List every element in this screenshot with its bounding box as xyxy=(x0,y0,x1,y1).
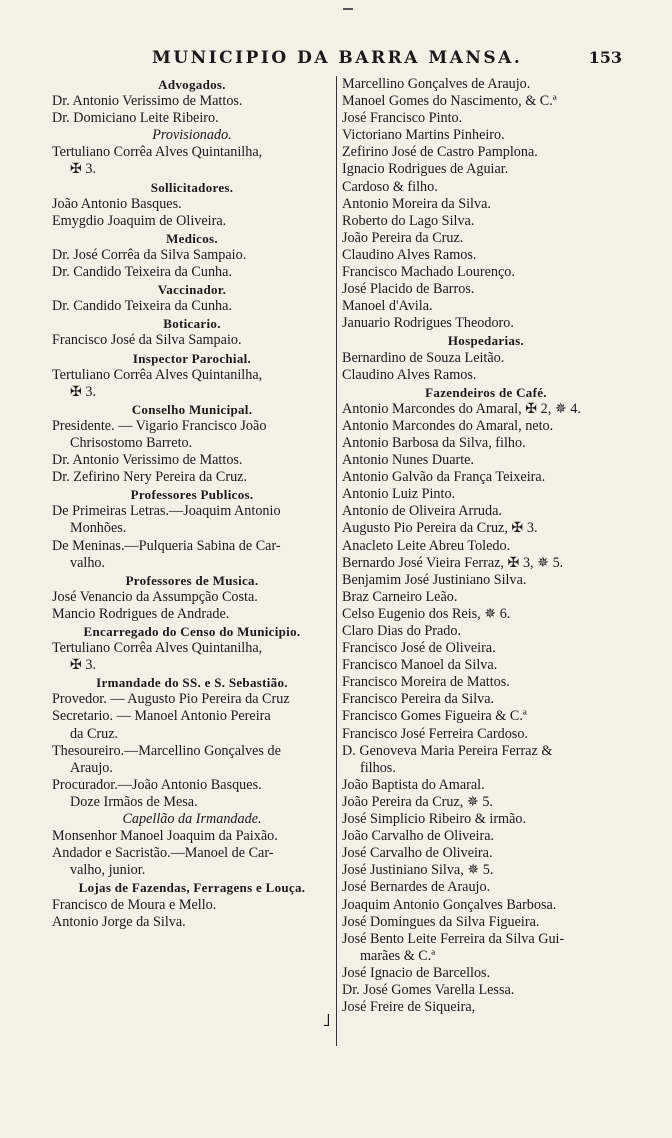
directory-entry: José Ignacio de Barcellos. xyxy=(342,964,491,981)
directory-entry: Antonio Galvão da França Teixeira. xyxy=(342,469,546,486)
section-heading: Lojas de Fazendas, Ferragens e Louça. xyxy=(78,880,306,896)
directory-entry: Mancio Rodrigues de Andrade. xyxy=(52,605,230,622)
entry-continuation: da Cruz. xyxy=(70,725,119,742)
directory-entry: Antonio de Oliveira Arruda. xyxy=(342,503,502,520)
directory-entry: Zefirino José de Castro Pamplona. xyxy=(342,144,538,161)
directory-entry: João Antonio Basques. xyxy=(52,195,182,212)
margin-mark: ˩ xyxy=(322,1010,331,1031)
directory-entry: João Pereira da Cruz. xyxy=(342,229,464,246)
section-heading: Advogados. xyxy=(158,77,226,92)
directory-entry: Dr. Antonio Verissimo de Mattos. xyxy=(52,93,243,110)
directory-entry: José Bernardes de Araujo. xyxy=(342,879,491,896)
directory-entry: Antonio Moreira da Silva. xyxy=(342,195,491,212)
directory-entry: Augusto Pio Pereira da Cruz, ✠ 3. xyxy=(342,520,538,537)
page-header xyxy=(40,48,630,72)
top-mark xyxy=(343,8,353,10)
directory-entry: Cardoso & filho. xyxy=(342,178,438,195)
directory-entry: Braz Carneiro Leão. xyxy=(342,588,458,605)
section-heading: Vaccinador. xyxy=(157,282,227,298)
directory-entry: Francisco Machado Lourenço. xyxy=(342,264,515,281)
entry-continuation: filhos. xyxy=(360,759,396,776)
directory-entry: Francisco Pereira da Silva. xyxy=(342,691,495,708)
directory-entry: José Freire de Siqueira, xyxy=(342,999,476,1016)
column-divider xyxy=(336,76,337,1046)
directory-entry: Dr. Zefirino Nery Pereira da Cruz. xyxy=(52,469,248,486)
entry-continuation: Monhões. xyxy=(70,520,127,537)
directory-entry: João Baptista do Amaral. xyxy=(342,776,485,793)
directory-entry: José Carvalho de Oliveira. xyxy=(342,845,493,862)
directory-entry: Francisco José de Oliveira. xyxy=(342,640,496,657)
directory-entry: José Venancio da Assumpção Costa. xyxy=(52,588,258,605)
directory-entry: Francisco Gomes Figueira & C.ª xyxy=(342,708,527,725)
directory-entry: Francisco de Moura e Mello. xyxy=(52,896,217,913)
directory-entry: Dr. José Corrêa da Silva Sampaio. xyxy=(52,246,247,263)
directory-entry: Dr. José Gomes Varella Lessa. xyxy=(342,981,515,998)
directory-entry: Tertuliano Corrêa Alves Quintanilha, xyxy=(52,144,263,161)
directory-entry: Claudino Alves Ramos. xyxy=(342,366,477,383)
directory-entry: Francisco Manoel da Silva. xyxy=(342,657,498,674)
directory-entry: Monsenhor Manoel Joaquim da Paixão. xyxy=(52,828,278,845)
section-heading: Professores Publicos. xyxy=(130,487,254,503)
directory-entry: Antonio Jorge da Silva. xyxy=(52,913,186,930)
directory-entry: Claro Dias do Prado. xyxy=(342,623,462,639)
directory-entry: Claudino Alves Ramos. xyxy=(342,246,477,263)
page-number: 153 xyxy=(588,48,622,67)
section-heading: Encarregado do Censo do Municipio. xyxy=(83,624,301,639)
directory-entry: Thesoureiro.—Marcellino Gonçalves de xyxy=(52,742,281,759)
entry-continuation: Doze Irmãos de Mesa. xyxy=(70,793,198,810)
directory-entry: Dr. Candido Teixeira da Cunha. xyxy=(52,264,232,281)
directory-entry: Januario Rodrigues Theodoro. xyxy=(342,315,514,332)
directory-entry: Dr. Candido Teixeira da Cunha. xyxy=(52,298,232,315)
section-heading: Medicos. xyxy=(166,230,218,246)
section-heading: Irmandade do SS. e S. Sebastião. xyxy=(96,675,288,691)
directory-entry: Celso Eugenio dos Reis, ✵ 6. xyxy=(342,605,511,622)
entry-continuation: marães & C.ª xyxy=(360,947,436,964)
directory-entry: Marcellino Gonçalves de Araujo. xyxy=(342,76,531,92)
directory-entry: Tertuliano Corrêa Alves Quintanilha, xyxy=(52,366,263,383)
entry-continuation: Araujo. xyxy=(70,759,113,776)
directory-entry: Antonio Luiz Pinto. xyxy=(342,486,456,503)
directory-entry: Emygdio Joaquim de Oliveira. xyxy=(52,212,227,229)
directory-entry: Antonio Barbosa da Silva, filho. xyxy=(342,434,526,451)
entry-continuation: ✠ 3. xyxy=(70,161,97,178)
directory-entry: Anacleto Leite Abreu Toledo. xyxy=(342,537,511,554)
directory-entry: Provedor. — Augusto Pio Pereira da Cruz xyxy=(52,691,290,708)
directory-entry: Bernardino de Souza Leitão. xyxy=(342,349,505,366)
directory-entry: Bernardo José Vieira Ferraz, ✠ 3, ✵ 5. xyxy=(342,554,564,571)
directory-entry: Andador e Sacristão.—Manoel de Car- xyxy=(52,845,274,862)
directory-entry: José Domingues da Silva Figueira. xyxy=(342,913,540,930)
page-title: MUNICIPIO DA BARRA MANSA. xyxy=(152,48,523,68)
subheading: Provisionado. xyxy=(152,127,232,144)
entry-continuation: Chrisostomo Barreto. xyxy=(70,434,193,451)
directory-entry: João Carvalho de Oliveira. xyxy=(342,828,495,845)
directory-entry: Dr. Antonio Verissimo de Mattos. xyxy=(52,452,243,469)
section-heading: Professores de Musica. xyxy=(125,572,259,588)
directory-entry: João Pereira da Cruz, ✵ 5. xyxy=(342,793,493,810)
directory-entry: Francisco Moreira de Mattos. xyxy=(342,674,510,691)
directory-entry: De Primeiras Letras.—Joaquim Antonio xyxy=(52,503,281,520)
directory-entry: José Placido de Barros. xyxy=(342,281,475,298)
directory-entry: Roberto do Lago Silva. xyxy=(342,212,475,229)
section-heading: Boticario. xyxy=(163,316,221,332)
section-heading: Fazendeiros de Café. xyxy=(425,384,547,400)
section-heading: Inspector Parochial. xyxy=(132,350,252,366)
directory-entry: Manoel d'Avila. xyxy=(342,298,433,315)
entry-continuation: ✠ 3. xyxy=(70,383,97,400)
left-column xyxy=(52,76,332,931)
subheading: Capellão da Irmandade. xyxy=(122,811,262,828)
directory-entry: Benjamim José Justiniano Silva. xyxy=(342,571,527,588)
directory-entry: Antonio Marcondes do Amaral, ✠ 2, ✵ 4. xyxy=(342,400,581,417)
directory-entry: Manoel Gomes do Nascimento, & C.ª xyxy=(342,93,557,110)
directory-entry: Francisco José da Silva Sampaio. xyxy=(52,332,242,349)
entry-continuation: ✠ 3. xyxy=(70,657,97,674)
directory-entry: Procurador.—João Antonio Basques. xyxy=(52,776,262,793)
directory-entry: Dr. Domiciano Leite Ribeiro. xyxy=(52,110,219,127)
section-heading: Conselho Municipal. xyxy=(131,401,253,417)
directory-entry: Presidente. — Vigario Francisco João xyxy=(52,417,267,434)
directory-entry: De Meninas.—Pulqueria Sabina de Car- xyxy=(52,537,281,554)
directory-entry: Ignacio Rodrigues de Aguiar. xyxy=(342,161,509,178)
directory-entry: José Bento Leite Ferreira da Silva Gui- xyxy=(342,930,565,947)
directory-entry: José Francisco Pinto. xyxy=(342,110,463,127)
entry-continuation: valho, junior. xyxy=(70,862,146,879)
section-heading: Hospedarias. xyxy=(447,333,525,349)
directory-entry: Antonio Nunes Duarte. xyxy=(342,452,474,469)
directory-entry: Joaquim Antonio Gonçalves Barbosa. xyxy=(342,896,557,913)
directory-entry: Victoriano Martins Pinheiro. xyxy=(342,127,505,144)
directory-entry: Francisco José Ferreira Cardoso. xyxy=(342,725,528,742)
directory-entry: Antonio Marcondes do Amaral, neto. xyxy=(342,417,554,434)
right-column xyxy=(342,76,630,1016)
directory-entry: José Justiniano Silva, ✵ 5. xyxy=(342,862,494,879)
directory-entry: José Simplicio Ribeiro & irmão. xyxy=(342,811,527,828)
entry-continuation: valho. xyxy=(70,554,106,571)
directory-entry: D. Genoveva Maria Pereira Ferraz & xyxy=(342,742,553,759)
directory-entry: Secretario. — Manoel Antonio Pereira xyxy=(52,708,271,725)
section-heading: Sollicitadores. xyxy=(150,179,234,195)
directory-entry: Tertuliano Corrêa Alves Quintanilha, xyxy=(52,640,263,657)
